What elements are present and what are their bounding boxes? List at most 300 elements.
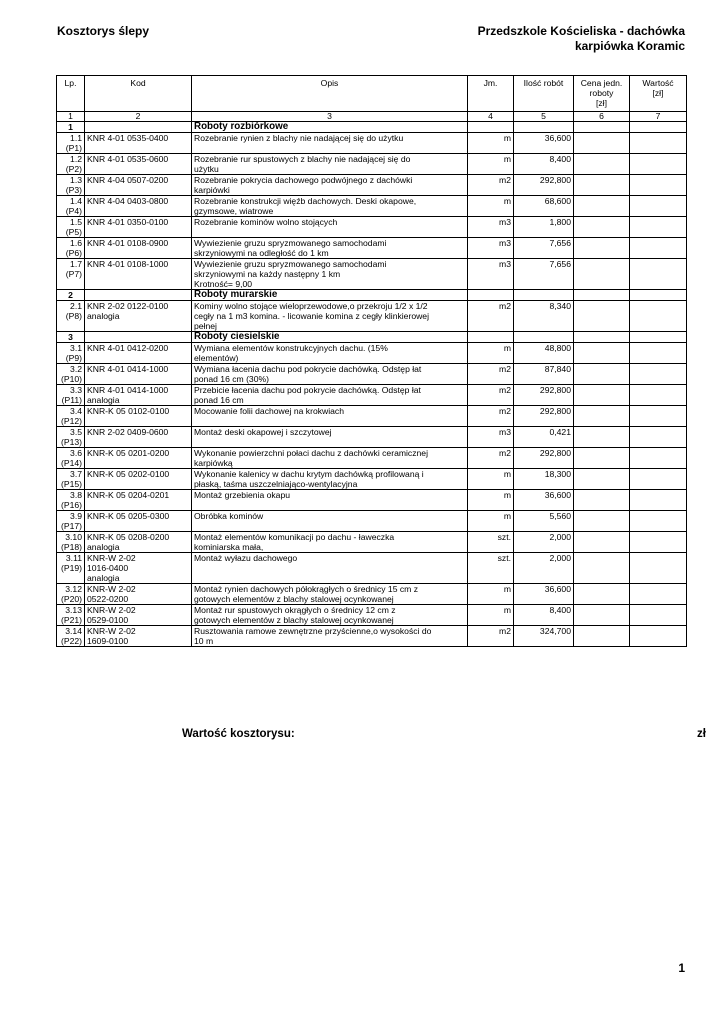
table-row [57, 532, 687, 553]
column-number: 1 [57, 112, 85, 122]
column-number: 6 [574, 112, 630, 122]
section-empty-cell [574, 290, 630, 301]
col-header-ilosc: Ilość robót [514, 76, 574, 112]
item-kod-line: KNR 4-01 0108-1000 [87, 259, 169, 269]
cell-wartosc [630, 196, 687, 217]
table-row [57, 553, 687, 584]
item-opis-line: Montaż elementów komunikacji po dachu - ławeczka [194, 532, 395, 542]
project-title-line2: karpiówka Koramic [574, 38, 685, 53]
cell-cena [574, 427, 630, 448]
cell-wartosc [630, 217, 687, 238]
cell-opis [192, 406, 468, 427]
item-opis-line: karpiówki [194, 185, 230, 195]
cell-opis [192, 626, 468, 647]
cell-kod [85, 259, 192, 290]
cell-jm: m2 [468, 626, 514, 647]
page-number: 1 [678, 961, 685, 975]
item-opis-line: Rusztowania ramowe zewnętrzne przyścienne,o wysokości do [194, 626, 432, 636]
item-kod-line: KNR 4-01 0535-0600 [87, 154, 169, 164]
cell-opis [192, 469, 468, 490]
section-empty-cell [574, 122, 630, 133]
item-opis-line: użytku [194, 164, 219, 174]
cell-ilosc: 292,800 [514, 385, 574, 406]
item-opis-line: pełnej [194, 321, 217, 331]
cell-kod [85, 385, 192, 406]
item-opis-line: Montaż grzebienia okapu [194, 490, 291, 500]
table-row [57, 626, 687, 647]
cell-jm: m [468, 469, 514, 490]
item-kod-line: KNR-W 2-02 [87, 553, 136, 563]
cell-jm: m3 [468, 217, 514, 238]
cell-cena [574, 448, 630, 469]
cell-wartosc [630, 511, 687, 532]
cell-jm: m2 [468, 406, 514, 427]
table-row [57, 259, 687, 290]
project-title [385, 24, 685, 53]
item-opis-line: Wykonanie kalenicy w dachu krytym dachówką profilowaną i [194, 469, 424, 479]
item-lp: 3.7 [70, 469, 82, 479]
cell-lp [57, 626, 85, 647]
item-opis-line: Wywiezienie gruzu spryzmowanego samochodami [194, 259, 387, 269]
cell-kod [85, 532, 192, 553]
cell-kod [85, 217, 192, 238]
cell-lp [57, 406, 85, 427]
item-kod-line: KNR 4-01 0535-0400 [87, 133, 169, 143]
item-lp: 1.4 [70, 196, 82, 206]
cell-opis [192, 584, 468, 605]
cell-ilosc: 292,800 [514, 406, 574, 427]
table-row [57, 343, 687, 364]
cell-wartosc [630, 301, 687, 332]
item-kod-line: KNR 4-04 0403-0800 [87, 196, 169, 206]
table-row [57, 427, 687, 448]
col-header-cena-line2: roboty [589, 88, 614, 98]
cell-cena [574, 238, 630, 259]
item-opis-line: Montaż deski okapowej i szczytowej [194, 427, 332, 437]
section-empty-cell [468, 122, 514, 133]
section-row [57, 122, 687, 133]
item-ref: (P10) [60, 374, 82, 384]
cell-lp [57, 532, 85, 553]
cell-kod [85, 626, 192, 647]
item-lp: 3.6 [70, 448, 82, 458]
cell-cena [574, 469, 630, 490]
cell-wartosc [630, 626, 687, 647]
item-kod-line: KNR 4-01 0414-1000 [87, 385, 169, 395]
cell-ilosc: 292,800 [514, 175, 574, 196]
item-kod-line: 1016-0400 [87, 563, 129, 573]
cell-kod [85, 406, 192, 427]
item-opis-line: ponad 16 cm [194, 395, 244, 405]
cell-lp [57, 511, 85, 532]
section-kod-empty [85, 122, 192, 133]
item-lp: 3.11 [65, 553, 82, 563]
cell-opis [192, 301, 468, 332]
section-row [57, 290, 687, 301]
item-lp: 3.14 [65, 626, 82, 636]
cell-ilosc: 1,800 [514, 217, 574, 238]
table-row [57, 605, 687, 626]
item-opis-line: Rozebranie kominów wolno stojących [194, 217, 338, 227]
item-kod-line: KNR 4-01 0350-0100 [87, 217, 169, 227]
total-currency: zł [697, 728, 706, 740]
cell-jm: m [468, 133, 514, 154]
col-header-wartosc-line1: Wartość [642, 78, 674, 88]
cell-kod [85, 511, 192, 532]
cell-kod [85, 133, 192, 154]
item-opis-line: Krotność= 9,00 [194, 279, 253, 289]
cell-lp [57, 605, 85, 626]
cell-opis [192, 259, 468, 290]
item-kod-line: KNR-K 05 0202-0100 [87, 469, 170, 479]
item-opis-line: Kominy wolno stojące wieloprzewodowe,o przekroju 1/2 x 1/2 [194, 301, 428, 311]
item-ref: (P9) [65, 353, 82, 363]
item-opis-line: gzymsowe, wiatrowe [194, 206, 274, 216]
cell-cena [574, 626, 630, 647]
table-body [57, 122, 687, 647]
item-opis-line: skrzyniowymi na każdy następny 1 km [194, 269, 341, 279]
section-name: Roboty ciesielskie [192, 332, 468, 343]
cell-lp [57, 238, 85, 259]
cell-kod [85, 427, 192, 448]
cell-opis [192, 343, 468, 364]
table-row [57, 175, 687, 196]
col-header-opis: Opis [192, 76, 468, 112]
cell-jm: m2 [468, 448, 514, 469]
item-kod-line: 0529-0100 [87, 615, 129, 625]
cell-kod [85, 196, 192, 217]
section-empty-cell [630, 332, 687, 343]
cell-ilosc: 5,560 [514, 511, 574, 532]
cell-jm: m3 [468, 427, 514, 448]
item-ref: (P8) [65, 311, 82, 321]
cell-ilosc: 8,400 [514, 154, 574, 175]
cell-cena [574, 532, 630, 553]
item-lp: 2.1 [70, 301, 82, 311]
cell-cena [574, 406, 630, 427]
column-number: 7 [630, 112, 687, 122]
cell-ilosc: 36,600 [514, 133, 574, 154]
col-header-lp: Lp. [57, 76, 85, 112]
cell-ilosc: 324,700 [514, 626, 574, 647]
table-row [57, 511, 687, 532]
cell-opis [192, 133, 468, 154]
item-kod-line: KNR-K 05 0205-0300 [87, 511, 170, 521]
section-empty-cell [514, 332, 574, 343]
item-kod-line: 0522-0200 [87, 594, 129, 604]
cell-lp [57, 196, 85, 217]
cell-opis [192, 427, 468, 448]
section-kod-empty [85, 332, 192, 343]
cell-ilosc: 7,656 [514, 259, 574, 290]
cell-lp [57, 343, 85, 364]
cell-opis [192, 448, 468, 469]
cell-jm: m3 [468, 238, 514, 259]
cell-jm: m3 [468, 259, 514, 290]
item-kod-line: KNR-K 05 0102-0100 [87, 406, 170, 416]
cell-cena [574, 217, 630, 238]
cell-jm: m2 [468, 301, 514, 332]
item-ref: (P11) [61, 395, 82, 405]
total-label: Wartość kosztorysu: [182, 728, 295, 740]
cell-opis [192, 217, 468, 238]
cell-lp [57, 217, 85, 238]
item-opis-line: Obróbka kominów [194, 511, 264, 521]
table-row [57, 584, 687, 605]
cell-wartosc [630, 259, 687, 290]
cell-jm: m [468, 196, 514, 217]
cell-jm: m [468, 605, 514, 626]
table-row [57, 196, 687, 217]
cell-wartosc [630, 385, 687, 406]
cell-ilosc: 87,840 [514, 364, 574, 385]
cell-jm: szt. [468, 553, 514, 584]
table-row [57, 301, 687, 332]
item-ref: (P2) [65, 164, 82, 174]
section-empty-cell [630, 122, 687, 133]
item-lp: 1.1 [70, 133, 82, 143]
item-opis-line: Rozebranie pokrycia dachowego podwójnego z dachówki [194, 175, 413, 185]
cell-opis [192, 154, 468, 175]
cell-jm: m [468, 584, 514, 605]
item-kod-line: analogia [87, 573, 120, 583]
cell-wartosc [630, 448, 687, 469]
item-opis-line: Montaż rur spustowych okrągłych o średnicy 12 cm z [194, 605, 396, 615]
col-header-wartosc [630, 76, 687, 112]
item-ref: (P5) [65, 227, 82, 237]
cell-opis [192, 511, 468, 532]
item-ref: (P18) [60, 542, 82, 552]
item-opis-line: gotowych elementów z blachy stalowej ocynkowanej [194, 594, 394, 604]
cell-jm: m [468, 490, 514, 511]
cell-cena [574, 584, 630, 605]
cell-lp [57, 259, 85, 290]
cell-wartosc [630, 406, 687, 427]
cell-opis [192, 553, 468, 584]
item-ref: (P16) [60, 500, 82, 510]
section-empty-cell [514, 290, 574, 301]
cell-lp [57, 385, 85, 406]
item-lp: 3.12 [65, 584, 82, 594]
cell-wartosc [630, 427, 687, 448]
item-lp: 3.9 [70, 511, 82, 521]
cell-lp [57, 175, 85, 196]
cell-kod [85, 301, 192, 332]
column-number: 2 [85, 112, 192, 122]
item-kod-line: 1609-0100 [87, 636, 129, 646]
item-lp: 3.8 [70, 490, 82, 500]
item-ref: (P4) [65, 206, 82, 216]
item-kod-line: KNR-K 05 0204-0201 [87, 490, 170, 500]
item-opis-line: Mocowanie folii dachowej na krokwiach [194, 406, 344, 416]
col-header-kod: Kod [85, 76, 192, 112]
table-row [57, 238, 687, 259]
cell-lp [57, 364, 85, 385]
item-kod-line: KNR 4-01 0108-0900 [87, 238, 169, 248]
item-kod-line: KNR-W 2-02 [87, 626, 136, 636]
section-empty-cell [468, 332, 514, 343]
cell-opis [192, 385, 468, 406]
cell-ilosc: 8,400 [514, 605, 574, 626]
cell-lp [57, 469, 85, 490]
cell-cena [574, 364, 630, 385]
cell-ilosc: 7,656 [514, 238, 574, 259]
item-opis-line: Rozebranie rynien z blachy nie nadającej się do użytku [194, 133, 404, 143]
cell-kod [85, 343, 192, 364]
cell-lp [57, 584, 85, 605]
cell-ilosc: 292,800 [514, 448, 574, 469]
table-row [57, 406, 687, 427]
section-number: 1 [57, 122, 85, 133]
cell-opis [192, 175, 468, 196]
cell-kod [85, 605, 192, 626]
table-row [57, 133, 687, 154]
cell-opis [192, 605, 468, 626]
item-opis-line: elementów) [194, 353, 239, 363]
item-opis-line: Przebicie łacenia dachu pod pokrycie dachówką. Odstęp łat [194, 385, 421, 395]
item-ref: (P1) [65, 143, 82, 153]
cell-wartosc [630, 584, 687, 605]
table-row [57, 154, 687, 175]
cell-lp [57, 490, 85, 511]
cell-wartosc [630, 605, 687, 626]
cell-jm: szt. [468, 532, 514, 553]
col-header-cena-line3: [zł] [596, 98, 607, 108]
table-row [57, 448, 687, 469]
cell-cena [574, 553, 630, 584]
cell-wartosc [630, 175, 687, 196]
cell-ilosc: 48,800 [514, 343, 574, 364]
cell-wartosc [630, 532, 687, 553]
cell-cena [574, 385, 630, 406]
item-opis-line: ponad 16 cm (30%) [194, 374, 269, 384]
table-row [57, 490, 687, 511]
cell-jm: m2 [468, 364, 514, 385]
cell-kod [85, 448, 192, 469]
col-header-cena-line1: Cena jedn. [580, 78, 623, 88]
item-kod-line: KNR 4-01 0412-0200 [87, 343, 169, 353]
item-lp: 3.1 [70, 343, 82, 353]
item-ref: (P22) [60, 636, 82, 646]
table-row [57, 385, 687, 406]
cell-wartosc [630, 490, 687, 511]
item-opis-line: kominiarska mała, [194, 542, 264, 552]
cell-ilosc: 36,600 [514, 584, 574, 605]
item-lp: 3.13 [65, 605, 82, 615]
item-lp: 1.2 [70, 154, 82, 164]
section-empty-cell [574, 332, 630, 343]
section-name: Roboty rozbiórkowe [192, 122, 468, 133]
cell-jm: m2 [468, 175, 514, 196]
item-lp: 3.10 [65, 532, 82, 542]
cell-cena [574, 301, 630, 332]
item-ref: (P15) [60, 479, 82, 489]
section-row [57, 332, 687, 343]
item-kod-line: KNR 4-04 0507-0200 [87, 175, 169, 185]
cell-wartosc [630, 469, 687, 490]
item-lp: 3.3 [70, 385, 82, 395]
item-opis-line: Rozebranie rur spustowych z blachy nie nadającej się do [194, 154, 411, 164]
cell-wartosc [630, 154, 687, 175]
item-ref: (P20) [60, 594, 82, 604]
item-opis-line: cegły na 1 m3 komina. - licowanie komina z cegły klinkierowej [194, 311, 429, 321]
cell-kod [85, 553, 192, 584]
item-opis-line: Montaż rynien dachowych półokrągłych o średnicy 15 cm z [194, 584, 419, 594]
item-opis-line: Montaż wyłazu dachowego [194, 553, 298, 563]
cell-ilosc: 68,600 [514, 196, 574, 217]
table-row [57, 217, 687, 238]
item-opis-line: karpiówką [194, 458, 233, 468]
cell-wartosc [630, 553, 687, 584]
cell-wartosc [630, 133, 687, 154]
item-kod-line: KNR 2-02 0122-0100 [87, 301, 169, 311]
item-opis-line: Wymiana elementów konstrukcyjnych dachu. (15% [194, 343, 388, 353]
cell-kod [85, 238, 192, 259]
cell-kod [85, 364, 192, 385]
item-kod-line: KNR 4-01 0414-1000 [87, 364, 169, 374]
cell-cena [574, 196, 630, 217]
cell-opis [192, 364, 468, 385]
cell-cena [574, 490, 630, 511]
item-lp: 3.5 [70, 427, 82, 437]
cell-kod [85, 469, 192, 490]
item-kod-line: KNR-K 05 0208-0200 [87, 532, 170, 542]
project-title-line1: Przedszkole Kościeliska - dachówka [477, 24, 685, 38]
item-opis-line: Wywiezienie gruzu spryzmowanego samochodami [194, 238, 387, 248]
item-kod-line: KNR 2-02 0409-0600 [87, 427, 169, 437]
item-kod-line: analogia [87, 311, 120, 321]
col-header-wartosc-line2: [zł] [652, 88, 664, 98]
document-title: Kosztorys ślepy [57, 24, 150, 38]
col-header-cena [574, 76, 630, 112]
cell-wartosc [630, 364, 687, 385]
item-opis-line: 10 m [194, 636, 214, 646]
cell-ilosc: 2,000 [514, 553, 574, 584]
item-ref: (P7) [65, 269, 82, 279]
item-opis-line: skrzyniowymi na odległość do 1 km [194, 248, 329, 258]
item-opis-line: Rozebranie konstrukcji więźb dachowych. Deski okapowe, [194, 196, 417, 206]
item-lp: 3.4 [70, 406, 82, 416]
cell-opis [192, 238, 468, 259]
item-lp: 1.3 [70, 175, 82, 185]
cell-lp [57, 448, 85, 469]
cell-cena [574, 175, 630, 196]
section-empty-cell [514, 122, 574, 133]
cell-lp [57, 553, 85, 584]
cell-ilosc: 0,421 [514, 427, 574, 448]
cell-ilosc: 36,600 [514, 490, 574, 511]
cell-ilosc: 2,000 [514, 532, 574, 553]
cell-kod [85, 175, 192, 196]
table-row [57, 364, 687, 385]
item-kod-line: KNR-K 05 0201-0200 [87, 448, 170, 458]
section-number: 3 [57, 332, 85, 343]
item-lp: 1.7 [70, 259, 82, 269]
item-ref: (P19) [60, 563, 82, 573]
cell-jm: m [468, 343, 514, 364]
item-ref: (P6) [65, 248, 82, 258]
cell-opis [192, 490, 468, 511]
cell-ilosc: 18,300 [514, 469, 574, 490]
section-empty-cell [630, 290, 687, 301]
cell-cena [574, 511, 630, 532]
column-number: 4 [468, 112, 514, 122]
cell-opis [192, 196, 468, 217]
item-lp: 1.6 [70, 238, 82, 248]
cell-cena [574, 133, 630, 154]
item-kod-line: analogia [87, 395, 120, 405]
column-number: 3 [192, 112, 468, 122]
